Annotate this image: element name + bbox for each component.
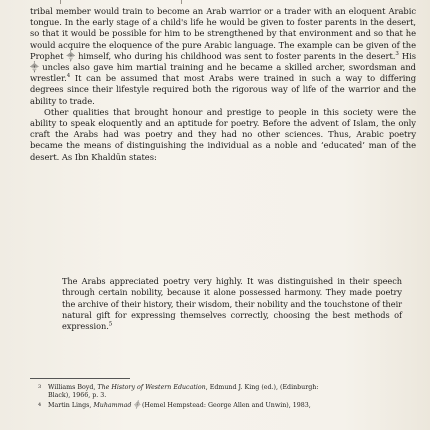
- footnote-title: The History of Western Education: [97, 384, 206, 391]
- paragraph-2: Other qualities that brought honour and prestige to people in this society were the ability to speak eloquently and an aptitude for poetry. Before the advent of Islam, the only craft the Arabs had was poetry and they had no other sciences. Thus, Arabic poetry became the means of distinguishing the individual as a noble and ‘educated’ man of the desert. As Ibn Khaldūn states:: [30, 106, 416, 162]
- footnote-ref-3[interactable]: 3: [395, 51, 399, 58]
- footnote-number: 4: [38, 401, 42, 408]
- footnote-continuation: Black), 1966, p. 3.: [48, 392, 107, 400]
- paragraph-1-text: tribal member would train to become an Arab warrior or a trader with an eloquent Arabic tongue. In the early stage of a child's life he would be given to foster parents in the desert, so that it would be possible for him to be strengthened by that environment and so that he would acquire the eloquence of the pure Arabic language. The example can be given of the Prophet ⸎ himself, who during his childhood was sent to foster parents in the desert.: [30, 6, 416, 61]
- footnote-4: [30, 402, 420, 410]
- footnote-publication: (Hemel Hempstead: George Allen and Unwin), 1983,: [139, 401, 311, 409]
- footnote-separator: [30, 378, 130, 379]
- footnote-author: Williams Boyd,: [48, 384, 98, 391]
- footnote-publication: , Edmund J. King (ed.), (Edinburgh:: [205, 384, 319, 391]
- paragraph-1: [30, 6, 416, 107]
- paragraph-1c-text: It can be assumed that most Arabs were trained in such a way to differing degrees since their lifestyle required both the rigorous way of life of the warrior and the ability to trade.: [30, 73, 416, 106]
- paragraph-1b-text: His ⸎ uncles also gave him martial training and he became a skilled archer, swordsman and wrestler.: [30, 50, 416, 84]
- body-text: [30, 6, 416, 163]
- top-table-rule: [60, 0, 182, 4]
- footnote-ref-5[interactable]: 5: [108, 321, 113, 328]
- footnote-3: [30, 384, 420, 401]
- footnote-ref-4[interactable]: 4: [66, 73, 71, 80]
- quote-text: The Arabs appreciated poetry very highly. It was distinguished in their speech through certain nobility, because it alone possessed harmony. They made poetry the archive of their history, their wisdom, their nobility and the touchstone of their natural gift for expressing themselves correctly, choosing the best methods of expression.: [62, 276, 403, 332]
- footnote-title: Muhammad ⸎: [93, 401, 140, 409]
- footnote-number: 3: [38, 384, 42, 390]
- footnote-author: Martin Lings,: [48, 401, 94, 409]
- footnotes: [30, 384, 420, 411]
- block-quote-text: [62, 276, 402, 332]
- block-quote: [62, 276, 402, 332]
